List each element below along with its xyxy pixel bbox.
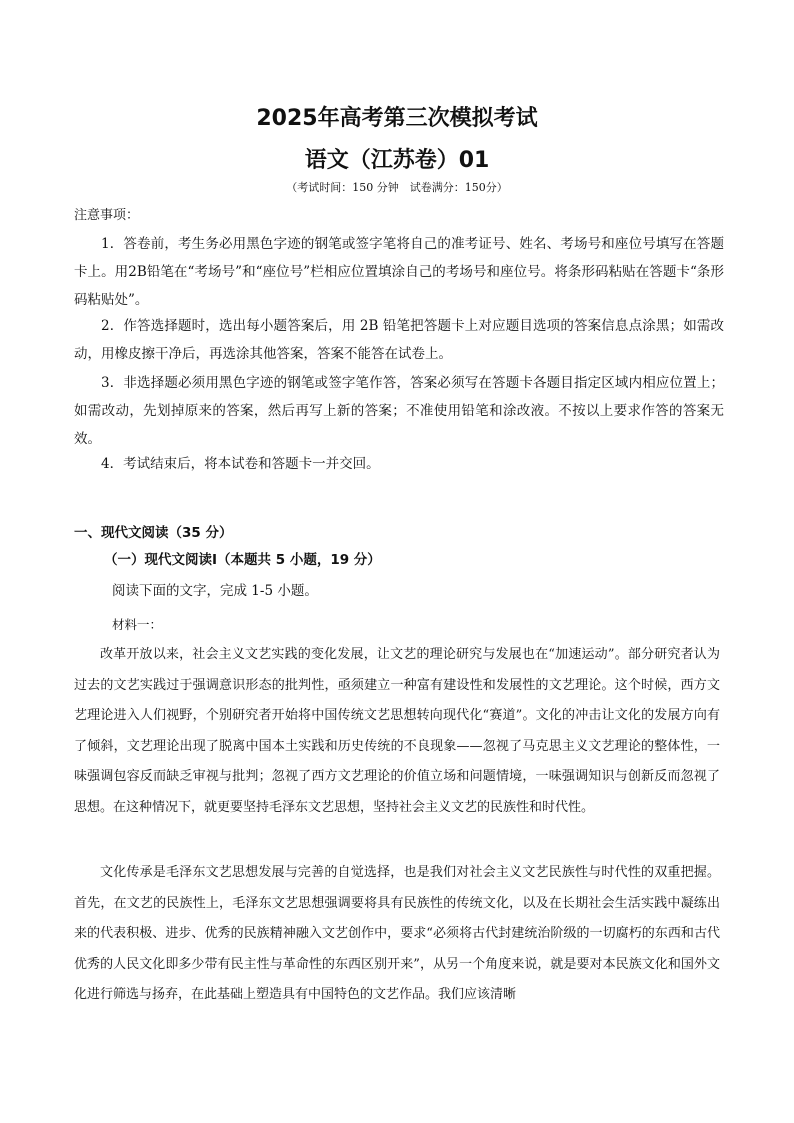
notice-item-4: 4．考试结束后，将本试卷和答题卡一并交回。	[101, 456, 380, 472]
exam-meta: （考试时间：150 分钟 试卷满分：150分）	[286, 181, 508, 194]
material-paragraph-2: 文化传承是毛泽东文艺思想发展与完善的自觉选择，也是我们对社会主义文艺民族性与时代性的双重把握。首先，在文艺的民族性上，毛泽东文艺思想强调要将具有民族性的传统文化，以及在长期社会生活实践中凝练出来的代表积极、进步、优秀的民族精神融入文艺创作中，要求“必须将古代封建统治阶级的一切腐朽的东西和古代优秀的人民文化即多少带有民主性与革命性的东西区别开来”，从另一个角度来说，就是要对本民族文化和国外文化进行筛选与扬弃，在此基础上塑造具有中国特色的文艺作品。我们应该清晰	[74, 865, 720, 1002]
notice-heading: 注意事项：	[74, 208, 140, 223]
material-label: 材料一：	[112, 617, 163, 632]
material-paragraph-1: 改革开放以来，社会主义文艺实践的变化发展，让文艺的理论研究与发展也在“加速运动”。部分研究者认为过去的文艺实践过于强调意识形态的批判性，亟须建立一种富有建设性和发展性的文艺理论。这个时候，西方文艺理论进入人们视野，个别研究者开始将中国传统文艺思想转向现代化“赛道”。文化的冲击让文化的发展方向有了倾斜，文艺理论出现了脱离中国本土实践和历史传统的不良现象——忽视了马克思主义文艺理论的整体性，一味强调包容反而缺乏审视与批判；忽视了西方文艺理论的价值立场和问题情境，一味强调知识与创新反而忽视了思想。在这种情况下，就更要坚持毛泽东文艺思想，坚持社会主义文艺的民族性和时代性。	[74, 647, 720, 815]
notice-item-2: 2．作答选择题时，选出每小题答案后，用 2B 铅笔把答题卡上对应题目选项的答案信息点涂黑；如需改动，用橡皮擦干净后，再选涂其他答案，答案不能答在试卷上。	[74, 318, 724, 362]
exam-subtitle: 语文（江苏卷）01	[304, 148, 490, 173]
reading-instruction: 阅读下面的文字，完成 1-5 小题。	[112, 583, 318, 599]
section-heading: 一、现代文阅读（35 分）	[74, 525, 233, 541]
subsection-heading: （一）现代文阅读Ⅰ（本题共 5 小题，19 分）	[104, 552, 381, 568]
notice-item-3: 3．非选择题必须用黑色字迹的钢笔或签字笔作答，答案必须写在答题卡各题目指定区域内相应位置上；如需改动，先划掉原来的答案，然后再写上新的答案；不准使用铅笔和涂改液。不按以上要求作答的答案无效。	[74, 375, 724, 447]
exam-title: 2025年高考第三次模拟考试	[256, 106, 538, 131]
notice-item-1: 1．答卷前，考生务必用黑色字迹的钢笔或签字笔将自己的准考证号、姓名、考场号和座位号填写在答题卡上。用2B铅笔在“考场号”和“座位号”栏相应位置填涂自己的考场号和座位号。将条形码粘贴在答题卡“条形码粘贴处”。	[74, 236, 724, 308]
